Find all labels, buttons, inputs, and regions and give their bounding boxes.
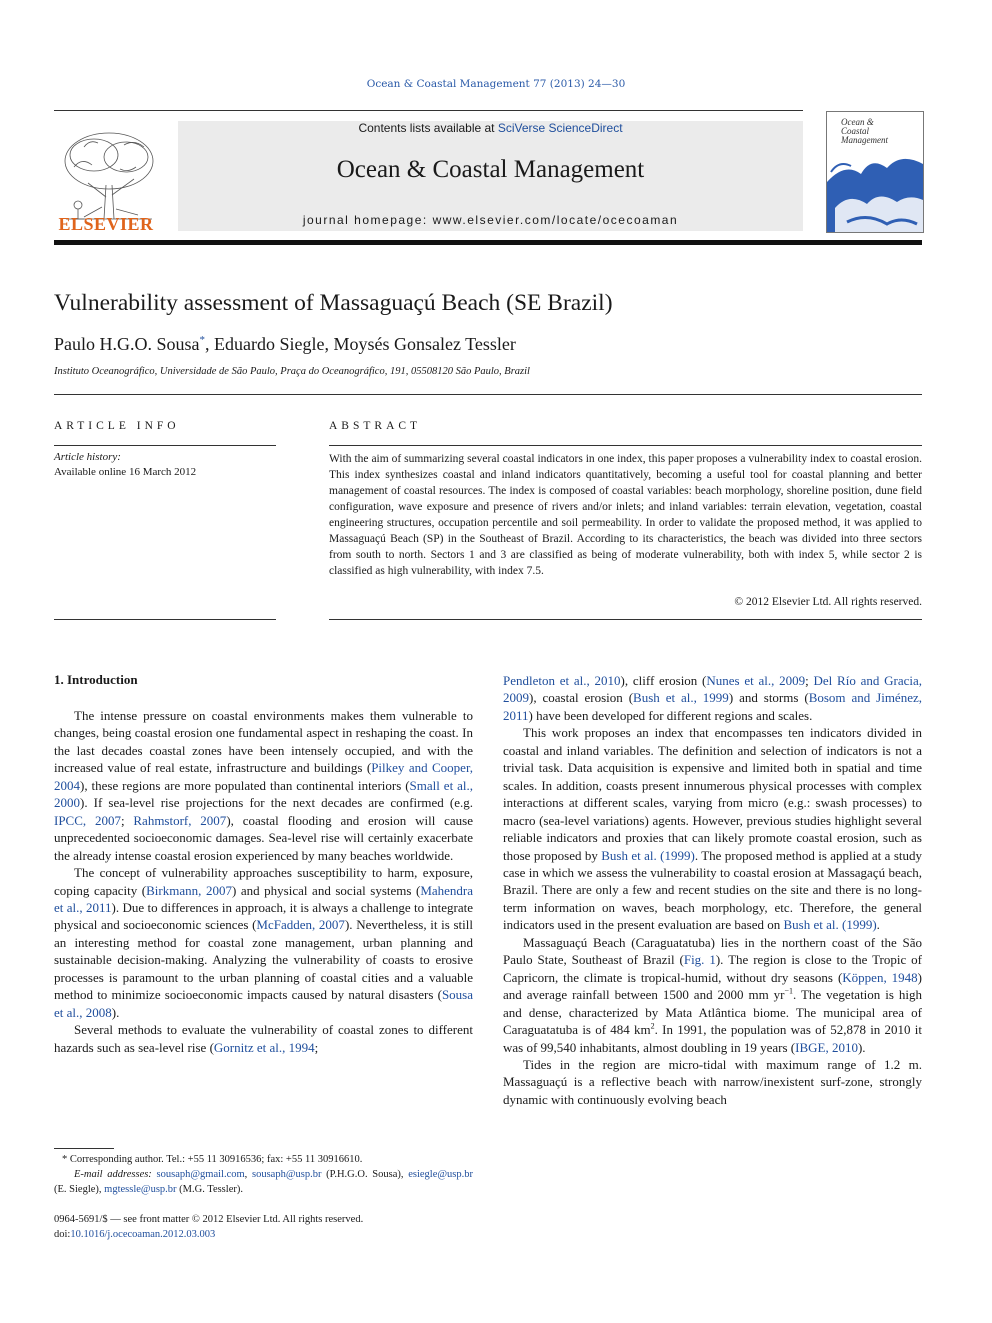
email-link[interactable]: sousaph@usp.br bbox=[252, 1169, 322, 1180]
text-run: ; bbox=[314, 1039, 319, 1055]
text-run: ), these regions are more populated than continental interiors ( bbox=[80, 777, 410, 793]
citation-link[interactable]: Bosom and Jiménez, 2011 bbox=[503, 690, 922, 723]
body-column-left bbox=[54, 707, 473, 1056]
email-label: E-mail addresses: bbox=[74, 1169, 152, 1180]
footnote bbox=[54, 1152, 473, 1197]
citation-link[interactable]: Birkmann, 2007 bbox=[146, 882, 232, 898]
footnote-text: Corresponding author. Tel.: +55 11 30916536; fax: +55 11 30916610. bbox=[67, 1154, 363, 1165]
text-run: ). Due to differences in approach, it is always a challenge to integrate physical and socioeconomic sciences ( bbox=[54, 899, 473, 933]
cover-title-line: Ocean & bbox=[841, 117, 874, 127]
superscript: −1 bbox=[784, 986, 794, 996]
abstract-rule bbox=[329, 619, 922, 620]
journal-name: Ocean & Coastal Management bbox=[336, 156, 645, 183]
text-run: ). The region is close to the Tropic of Capricorn, the climate is tropical-humid, without dry seasons ( bbox=[503, 952, 922, 985]
text-run: ). bbox=[111, 1004, 120, 1020]
figure-link[interactable]: Fig. 1 bbox=[683, 952, 716, 968]
paragraph: Tides in the region are micro-tidal with maximum range of 1.2 m. Massaguaçú is a reflective beach with narrow/inexistent surf-zone, strongly dynamic with continuously evolving beach bbox=[503, 1056, 922, 1107]
text-run: ; bbox=[120, 812, 134, 828]
text-run: (M.G. Tessler). bbox=[176, 1184, 243, 1195]
text-run: ; bbox=[805, 673, 814, 688]
article-history-value: Available online 16 March 2012 bbox=[54, 466, 197, 478]
citation-link[interactable]: Pilkey and Cooper, 2004 bbox=[54, 760, 473, 793]
citation-link[interactable]: Bush et al. (1999) bbox=[783, 917, 877, 933]
affiliation: Instituto Oceanográfico, Universidade de São Paulo, Praça do Oceanográfico, 191, 05508120 São Paulo, Brazil bbox=[54, 366, 530, 377]
abstract-heading: ABSTRACT bbox=[329, 420, 422, 432]
paragraph bbox=[54, 1021, 473, 1056]
citation-link[interactable]: Small et al., 2000 bbox=[54, 777, 473, 811]
text-run: . The proposed method is applied at a study case in which we assess the vulnerability to coastal erosion at Massagaçú beach, Brazil. There are only a few and recent studies on the site and there is no long-term information on waves, beach morphology, etc. Therefore, the general indicators used in the present evaluation are based on bbox=[503, 847, 923, 933]
text-run: . The vegetation is high and dense, characterized by Mata Atlântica biome. The municipal area of Caraguatatuba is of 484 km bbox=[503, 987, 922, 1038]
issn-line: 0964-5691/$ — see front matter © 2012 Elsevier Ltd. All rights reserved. bbox=[54, 1214, 364, 1225]
abstract-text: With the aim of summarizing several coastal indicators in one index, this paper proposes a vulnerability index to coastal erosion. This index synthesizes coastal and inland indicators quantitatively, becoming a useful tool for coastal planning and better management of coastal resources. The index is composed of coastal variables: beach morphology, shoreline position, dune field configuration, wave exposure and presence of rivers and/or inlets; and inland variables: terrain elevation, vegetation, coastal engineering structures, occupation percentile and soil permeability. In order to validate the proposed method, it was applied to Massaguaçú Beach (SP) in the Southeast of Brazil. According to its characteristics, the beach was divided into three sectors from south to north. Sectors 1 and 3 are classified as being of moderate vulnerability, both with index 5, while sector 2 is classified as high vulnerability, with index 7.5. bbox=[329, 453, 922, 577]
email-link[interactable]: esiegle@usp.br bbox=[408, 1169, 474, 1180]
author-name: Paulo H.G.O. Sousa bbox=[54, 334, 200, 354]
author-names: , Eduardo Siegle, Moysés Gonsalez Tessler bbox=[205, 334, 516, 354]
article-title: Vulnerability assessment of Massaguaçú Beach (SE Brazil) bbox=[54, 290, 613, 316]
email-link[interactable]: sousaph@gmail.com bbox=[156, 1169, 245, 1180]
citation-link[interactable]: Sousa et al., 2008 bbox=[54, 987, 473, 1020]
article-info-heading: ARTICLE INFO bbox=[54, 420, 180, 432]
text-run: ), cliff erosion ( bbox=[620, 673, 707, 688]
citation-link[interactable]: IPCC, 2007 bbox=[54, 812, 121, 828]
superscript: 2 bbox=[650, 1021, 655, 1031]
corresponding-author-mark[interactable]: * bbox=[199, 334, 206, 346]
citation-link[interactable]: Del Río and Gracia, 2009 bbox=[503, 673, 922, 706]
text-run: ), coastal erosion ( bbox=[529, 690, 634, 706]
journal-cover-thumbnail bbox=[826, 111, 924, 233]
footnote-emails: E-mail addresses: sousaph@gmail.com, sousaph@usp.br (P.H.G.O. Sousa), esiegle@usp.br (E. Siegle), mgtessle@usp.br (M.G. Tessler). bbox=[54, 1169, 474, 1195]
text-run: Massaguaçú Beach (Caraguatatuba) lies in the northern coast of the São Paulo State, Southeast of Brazil ( bbox=[503, 934, 922, 968]
section-heading-introduction: 1. Introduction bbox=[54, 672, 138, 687]
citation-link[interactable]: Köppen, 1948 bbox=[842, 969, 918, 985]
text-run: (E. Siegle), bbox=[54, 1184, 105, 1195]
citation-link[interactable]: Nunes et al., 2009 bbox=[706, 673, 806, 688]
header-rule bbox=[54, 110, 803, 111]
citation-link[interactable]: Mahendra et al., 2011 bbox=[54, 882, 474, 915]
paragraph bbox=[503, 724, 922, 933]
text-run: (P.H.G.O. Sousa), bbox=[321, 1169, 404, 1180]
footnote-rule bbox=[54, 1148, 114, 1149]
text-run: . In 1991, the population was of 52,878 in 2010 it was of 99,540 inhabitants, almost doubling in 19 years ( bbox=[503, 1022, 923, 1055]
text-run: ) have been developed for different regions and scales. bbox=[528, 707, 813, 723]
citation-link[interactable]: Rahmstorf, 2007 bbox=[133, 812, 227, 828]
citation-link[interactable]: Bush et al. (1999) bbox=[601, 847, 695, 863]
article-history-label: Article history: bbox=[54, 451, 121, 463]
header-thick-rule bbox=[54, 240, 922, 245]
paragraph bbox=[54, 864, 473, 1021]
text-run: ), coastal flooding and erosion will cause unprecedented socioeconomic damages. Sea-level rise will certainly exacerbate the already intense coastal erosion experienced by many beaches worldwide. bbox=[54, 812, 473, 863]
journal-citation: Ocean & Coastal Management 77 (2013) 24—30 bbox=[366, 78, 626, 90]
journal-homepage[interactable]: journal homepage: www.elsevier.com/locate/ocecoaman bbox=[302, 213, 679, 227]
text-run: ). If sea-level rise projections for the next decades are confirmed (e.g. bbox=[80, 795, 473, 811]
contents-prefix: Contents lists available at bbox=[358, 121, 498, 135]
publisher-logo-text: ELSEVIER bbox=[58, 214, 154, 234]
text-run: Several methods to evaluate the vulnerability of coastal zones to different hazards such as sea-level rise ( bbox=[54, 1022, 473, 1055]
text-run: ) and physical and social systems ( bbox=[231, 882, 421, 898]
body-column-right bbox=[503, 672, 922, 1108]
email-link[interactable]: mgtessle@usp.br bbox=[104, 1184, 177, 1195]
section-rule bbox=[54, 394, 922, 395]
text-run: ) and storms ( bbox=[728, 690, 809, 706]
abstract-copyright: © 2012 Elsevier Ltd. All rights reserved. bbox=[734, 596, 922, 608]
doi-line bbox=[54, 1227, 473, 1242]
text-run: The concept of vulnerability approaches susceptibility to harm, exposure, coping capacity ( bbox=[54, 865, 473, 898]
doi-link[interactable]: 10.1016/j.ocecoaman.2012.03.003 bbox=[70, 1229, 216, 1240]
text-run: The intense pressure on coastal environments makes them vulnerable to changes, being coastal erosion one fundamental aspect in reshaping the coast. In the last decades coastal zones have been intensely occupied, and with the increased value of real estate, infrastructure and buildings ( bbox=[54, 708, 473, 776]
text-run: ). bbox=[857, 1039, 866, 1055]
sciencedirect-link[interactable]: SciVerse ScienceDirect bbox=[497, 121, 623, 135]
footnote-mark: * bbox=[62, 1154, 68, 1165]
citation-link[interactable]: IBGE, 2010 bbox=[795, 1039, 858, 1055]
article-info-rule bbox=[54, 445, 276, 446]
author-list bbox=[54, 334, 924, 355]
contents-line bbox=[178, 121, 803, 135]
doi-label: doi: bbox=[54, 1229, 71, 1240]
issn-block bbox=[54, 1212, 473, 1242]
cover-title-line: Coastal bbox=[841, 126, 870, 136]
text-run: ). Nevertheless, it is still an interesting method for coastal zone management, urban planning and sustainable decision-making. Analyzing the vulnerability of coasts to erosive processes is paramount to the urban planning of coastal cities and a valuable method to minimize socioeconomic impacts caused by natural disasters ( bbox=[54, 917, 473, 1003]
cover-title-line: Management bbox=[841, 135, 888, 145]
citation-link[interactable]: Bush et al., 1999 bbox=[633, 690, 729, 706]
text-run: This work proposes an index that encompasses ten indicators divided in coastal and inland variables. The definition and selection of indicators is not a trivial task. Data acquisition is expensive and limited both in spatial and time scales. In addition, coasts present innumerous physical processes with complex interactions at different scales, varying from micro (e.g.: swash processes) to macro (sea-level variations) agents. However, previous studies highlight several reliable indicators and proxies that can likely promote coastal erosion, such as those proposed by bbox=[503, 725, 922, 863]
cover-map-graphic bbox=[827, 112, 923, 232]
article-info-rule bbox=[54, 619, 276, 620]
citation-link[interactable]: McFadden, 2007 bbox=[256, 917, 345, 933]
abstract-rule bbox=[329, 445, 922, 446]
footnote-correspondence bbox=[54, 1152, 473, 1167]
text-run: . bbox=[876, 917, 880, 933]
citation-link[interactable]: Pendleton et al., 2010 bbox=[503, 673, 621, 688]
paragraph bbox=[503, 672, 922, 724]
citation-link[interactable]: Gornitz et al., 1994 bbox=[213, 1039, 315, 1055]
paragraph bbox=[503, 934, 922, 1056]
paragraph bbox=[54, 707, 473, 864]
text-run: ) and average rainfall between 1500 and 2000 mm yr bbox=[503, 969, 922, 1003]
